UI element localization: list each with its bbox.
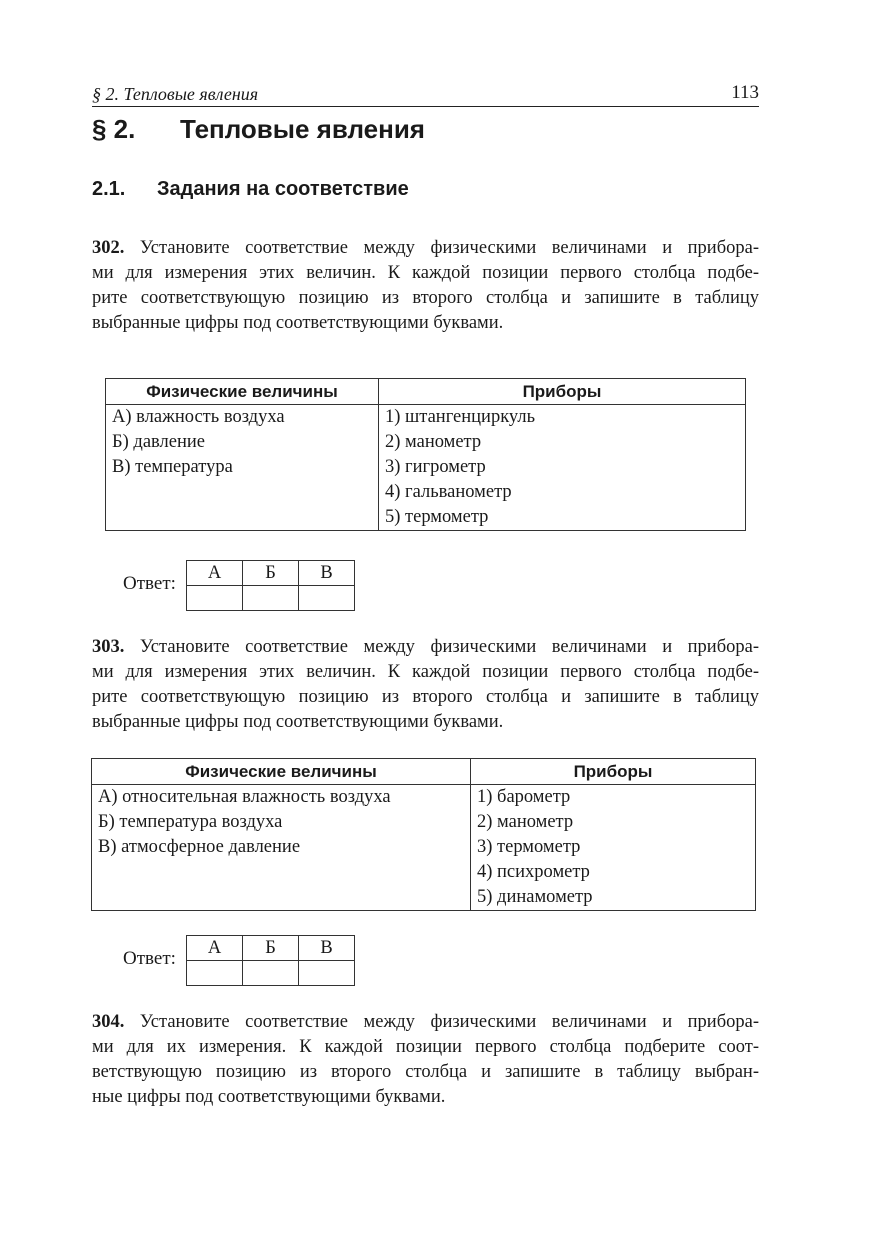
answer-column-header: Б bbox=[243, 561, 299, 586]
problem-303-text bbox=[92, 635, 759, 735]
text-line: ми для их измерения. К каждой позиции первого столбца подберите соот- bbox=[92, 1037, 759, 1057]
running-title: § 2. Тепловые явления bbox=[92, 84, 259, 104]
column-header: Приборы bbox=[471, 759, 756, 785]
answer-table-303 bbox=[186, 935, 355, 986]
list-item: А) влажность воздуха bbox=[112, 407, 285, 427]
answer-column-header: В bbox=[299, 936, 355, 961]
list-item: Б) температура воздуха bbox=[98, 812, 283, 832]
matching-table-302 bbox=[105, 378, 746, 531]
answer-cell[interactable] bbox=[187, 586, 243, 611]
answer-cell[interactable] bbox=[243, 586, 299, 611]
section-title-text: Тепловые явления bbox=[180, 114, 425, 144]
column-header: Приборы bbox=[379, 379, 746, 405]
answer-label: Ответ: bbox=[123, 573, 176, 594]
text-line: рите соответствующую позицию из второго столбца и запишите в таблицу bbox=[92, 687, 759, 707]
page-number: 113 bbox=[731, 82, 759, 103]
quantities-cell bbox=[106, 405, 379, 531]
devices-cell bbox=[379, 405, 746, 531]
list-item: 3) гигрометр bbox=[385, 457, 486, 477]
answer-cell[interactable] bbox=[299, 961, 355, 986]
text-line: выбранные цифры под соответствующими буквами. bbox=[92, 712, 504, 732]
text-line: ные цифры под соответствующими буквами. bbox=[92, 1087, 446, 1107]
problem-number: 302. bbox=[92, 238, 125, 258]
list-item: 5) термометр bbox=[385, 507, 489, 527]
list-item: 2) манометр bbox=[477, 812, 574, 832]
list-item: 4) психрометр bbox=[477, 862, 590, 882]
problem-302-text bbox=[92, 236, 759, 336]
list-item: А) относительная влажность воздуха bbox=[98, 787, 391, 807]
text-line: выбранные цифры под соответствующими буквами. bbox=[92, 313, 504, 333]
list-item: 4) гальванометр bbox=[385, 482, 512, 502]
quantities-cell bbox=[92, 785, 471, 911]
list-item: 3) термометр bbox=[477, 837, 581, 857]
list-item: 1) штангенциркуль bbox=[385, 407, 536, 427]
problem-number: 303. bbox=[92, 637, 125, 657]
problem-number: 304. bbox=[92, 1012, 125, 1032]
section-number: § 2. bbox=[92, 114, 136, 144]
running-header bbox=[92, 82, 759, 107]
matching-table-303 bbox=[91, 758, 756, 911]
column-header: Физические величины bbox=[106, 379, 379, 405]
text-line: Установите соответствие между физическими величинами и прибора- bbox=[139, 1012, 759, 1032]
devices-cell bbox=[471, 785, 756, 911]
text-line: Установите соответствие между физическими величинами и прибора- bbox=[139, 637, 759, 657]
answer-column-header: В bbox=[299, 561, 355, 586]
list-item: 5) динамометр bbox=[477, 887, 593, 907]
section-title bbox=[92, 114, 425, 145]
subsection-number: 2.1. bbox=[92, 178, 126, 200]
list-item: 2) манометр bbox=[385, 432, 482, 452]
answer-table-302 bbox=[186, 560, 355, 611]
answer-column-header: Б bbox=[243, 936, 299, 961]
problem-304-text bbox=[92, 1010, 759, 1110]
list-item: В) температура bbox=[112, 457, 233, 477]
text-line: ми для измерения этих величин. К каждой позиции первого столбца подбе- bbox=[92, 263, 759, 283]
list-item: 1) барометр bbox=[477, 787, 571, 807]
text-line: ми для измерения этих величин. К каждой позиции первого столбца подбе- bbox=[92, 662, 759, 682]
text-line: рите соответствующую позицию из второго столбца и запишите в таблицу bbox=[92, 288, 759, 308]
text-line: ветствующую позицию из второго столбца и запишите в таблицу выбран- bbox=[92, 1062, 759, 1082]
subsection-title bbox=[92, 178, 409, 201]
list-item: Б) давление bbox=[112, 432, 205, 452]
answer-cell[interactable] bbox=[299, 586, 355, 611]
text-line: Установите соответствие между физическими величинами и прибора- bbox=[139, 238, 759, 258]
list-item: В) атмосферное давление bbox=[98, 837, 301, 857]
answer-column-header: А bbox=[187, 936, 243, 961]
answer-column-header: А bbox=[187, 561, 243, 586]
column-header: Физические величины bbox=[92, 759, 471, 785]
answer-label: Ответ: bbox=[123, 948, 176, 969]
answer-cell[interactable] bbox=[243, 961, 299, 986]
subsection-title-text: Задания на соответствие bbox=[157, 178, 409, 200]
answer-cell[interactable] bbox=[187, 961, 243, 986]
